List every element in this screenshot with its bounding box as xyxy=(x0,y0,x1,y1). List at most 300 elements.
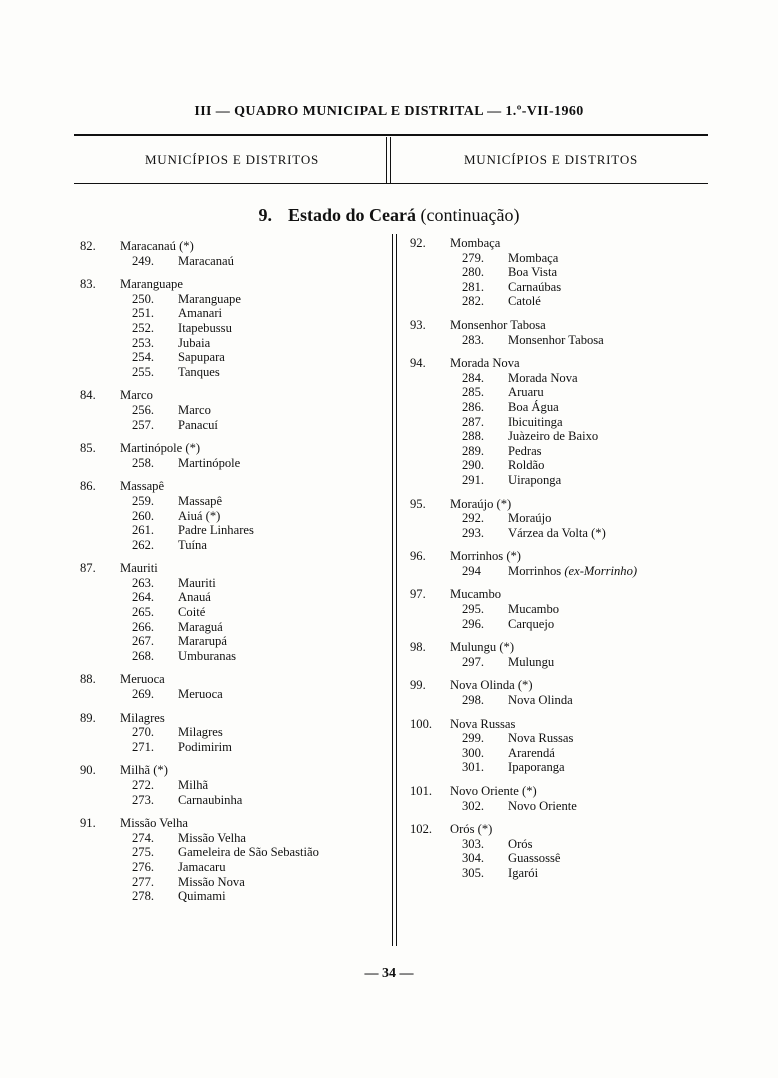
municipality-row xyxy=(410,822,710,837)
district-number: 298. xyxy=(462,693,485,708)
district-number: 260. xyxy=(132,508,155,523)
district-number: 264. xyxy=(132,590,155,605)
municipality-name: Milagres xyxy=(120,710,165,725)
district-row xyxy=(80,740,380,755)
district-name-cell xyxy=(508,280,561,295)
district-name: Morrinhos xyxy=(508,563,562,578)
district-row xyxy=(80,509,380,524)
district-name-cell xyxy=(508,473,561,488)
district-row xyxy=(410,564,710,579)
district-number: 304. xyxy=(462,851,485,866)
municipality-name: Monsenhor Tabosa xyxy=(450,317,546,332)
district-number: 263. xyxy=(132,575,155,590)
municipality-name: Nova Olinda (*) xyxy=(450,678,533,693)
district-name: Carnaúbas xyxy=(508,279,562,294)
district-name: Maraguá xyxy=(178,619,223,634)
municipality-number: 96. xyxy=(410,549,426,564)
district-row xyxy=(80,350,380,365)
municipality-entry xyxy=(410,356,710,487)
municipality-row xyxy=(410,587,710,602)
district-number: 305. xyxy=(462,865,485,880)
district-name-cell xyxy=(508,371,578,386)
district-number: 268. xyxy=(132,648,155,663)
district-row xyxy=(410,617,710,632)
district-name: Milhã xyxy=(178,778,209,792)
district-row xyxy=(80,778,380,793)
district-row xyxy=(410,333,710,348)
district-row xyxy=(410,294,710,309)
district-number: 266. xyxy=(132,619,155,634)
district-name-cell xyxy=(178,254,234,269)
district-row xyxy=(410,602,710,617)
district-name: Carquejo xyxy=(508,616,555,631)
municipality-row xyxy=(410,549,710,564)
district-number: 289. xyxy=(462,443,485,458)
district-number: 265. xyxy=(132,605,155,620)
district-name: Várzea da Volta (*) xyxy=(508,525,606,540)
district-number: 269. xyxy=(132,687,155,702)
district-number: 284. xyxy=(462,370,485,385)
district-name-cell xyxy=(508,693,573,708)
state-number: 9. xyxy=(258,205,273,225)
district-number: 251. xyxy=(132,306,155,321)
district-name: Moraújo xyxy=(508,511,552,526)
district-name-cell xyxy=(178,605,205,620)
district-row xyxy=(410,458,710,473)
municipality-name: Orós (*) xyxy=(450,822,493,837)
district-name-cell xyxy=(178,321,232,336)
state-title xyxy=(0,205,778,226)
municipality-entry xyxy=(80,672,380,701)
district-row xyxy=(410,251,710,266)
district-number: 271. xyxy=(132,739,155,754)
header-rule-top xyxy=(74,134,708,136)
district-name-cell xyxy=(178,523,254,538)
municipality-name: Nova Russas xyxy=(450,716,516,731)
district-name: Ipaporanga xyxy=(508,760,565,775)
district-name: Milagres xyxy=(178,725,223,740)
district-number: 273. xyxy=(132,792,155,807)
district-number: 303. xyxy=(462,836,485,851)
district-number: 292. xyxy=(462,511,485,526)
district-name: Massapê xyxy=(178,493,223,508)
district-name: Martinópole xyxy=(178,455,241,470)
municipality-entry xyxy=(410,497,710,541)
column-divider xyxy=(396,234,397,946)
district-name-cell xyxy=(178,875,245,890)
municipality-entry xyxy=(410,236,710,309)
district-number: 281. xyxy=(462,279,485,294)
district-row xyxy=(80,889,380,904)
municipality-number: 100. xyxy=(410,716,433,731)
municipality-row xyxy=(410,640,710,655)
district-name: Roldão xyxy=(508,458,545,473)
district-name-cell xyxy=(178,538,207,553)
municipality-row xyxy=(410,717,710,732)
district-row xyxy=(80,687,380,702)
district-row xyxy=(80,254,380,269)
district-number: 293. xyxy=(462,525,485,540)
district-name: Padre Linhares xyxy=(178,523,254,538)
municipality-name: Morrinhos (*) xyxy=(450,549,522,564)
municipality-row xyxy=(80,763,380,778)
district-number: 253. xyxy=(132,335,155,350)
district-number: 299. xyxy=(462,731,485,746)
district-name-cell xyxy=(178,725,223,740)
municipality-row xyxy=(80,672,380,687)
municipality-row xyxy=(80,816,380,831)
district-number: 285. xyxy=(462,385,485,400)
district-name-cell xyxy=(508,602,559,617)
district-name-cell xyxy=(508,511,551,526)
page-header: III — QUADRO MUNICIPAL E DISTRITAL — 1.º-VII-1960 xyxy=(194,104,584,119)
state-suffix: (continuação) xyxy=(420,205,520,225)
district-row xyxy=(410,799,710,814)
district-row xyxy=(80,365,380,380)
district-name-cell xyxy=(508,731,573,746)
district-row xyxy=(80,620,380,635)
district-name-cell xyxy=(178,634,227,649)
district-note: (ex-Morrinho) xyxy=(564,563,638,578)
district-name-cell xyxy=(178,418,218,433)
district-name-cell xyxy=(178,292,241,307)
district-name-cell xyxy=(178,649,236,664)
district-name: Mararupá xyxy=(178,634,227,649)
district-name: Meruoca xyxy=(178,687,223,702)
right-column xyxy=(410,236,710,890)
district-name-cell xyxy=(178,456,240,471)
district-name: Igarói xyxy=(508,865,539,880)
district-number: 257. xyxy=(132,417,155,432)
district-number: 252. xyxy=(132,320,155,335)
municipality-name: Mulungu (*) xyxy=(450,640,515,655)
municipality-entry xyxy=(80,763,380,807)
district-name: Monsenhor Tabosa xyxy=(508,332,604,347)
district-number: 286. xyxy=(462,399,485,414)
district-number: 276. xyxy=(132,859,155,874)
district-name: Gameleira de São Sebastião xyxy=(178,845,319,860)
district-name: Uiraponga xyxy=(508,472,562,487)
district-row xyxy=(410,526,710,541)
district-number: 297. xyxy=(462,654,485,669)
district-name: Jubaia xyxy=(178,335,211,350)
district-name-cell xyxy=(508,746,555,761)
municipality-entry xyxy=(80,711,380,755)
municipality-number: 99. xyxy=(410,678,426,693)
municipality-row xyxy=(410,678,710,693)
district-name: Ibicuitinga xyxy=(508,414,563,429)
district-name-cell xyxy=(178,509,220,524)
district-row xyxy=(80,793,380,808)
district-number: 270. xyxy=(132,725,155,740)
district-row xyxy=(410,851,710,866)
municipality-entry xyxy=(410,587,710,631)
district-name: Pedras xyxy=(508,443,542,458)
district-row xyxy=(410,760,710,775)
district-number: 261. xyxy=(132,523,155,538)
municipality-number: 82. xyxy=(80,239,96,253)
district-name-cell xyxy=(178,576,216,591)
district-row xyxy=(410,511,710,526)
district-name-cell xyxy=(178,620,223,635)
municipality-entry xyxy=(80,388,380,432)
district-row xyxy=(80,576,380,591)
header-divider xyxy=(386,137,387,183)
district-name: Catolé xyxy=(508,294,541,309)
municipality-name: Maracanaú (*) xyxy=(120,239,194,253)
district-row xyxy=(410,655,710,670)
district-row xyxy=(410,866,710,881)
district-name: Mulungu xyxy=(508,654,555,669)
district-name: Nova Olinda xyxy=(508,693,573,708)
district-name: Missão Nova xyxy=(178,874,245,889)
municipality-number: 89. xyxy=(80,710,96,725)
district-name-cell xyxy=(178,687,223,702)
municipality-name: Moraújo (*) xyxy=(450,496,512,511)
district-number: 301. xyxy=(462,760,485,775)
district-number: 300. xyxy=(462,745,485,760)
district-row xyxy=(80,456,380,471)
district-name: Carnaubinha xyxy=(178,792,243,807)
district-row xyxy=(410,693,710,708)
municipality-row xyxy=(80,479,380,494)
district-number: 291. xyxy=(462,472,485,487)
district-number: 302. xyxy=(462,798,485,813)
municipality-row xyxy=(80,388,380,403)
district-row xyxy=(80,860,380,875)
district-name-cell xyxy=(178,889,226,904)
district-row xyxy=(80,403,380,418)
district-name-cell xyxy=(178,793,242,808)
municipality-number: 97. xyxy=(410,587,426,602)
district-name: Sapupara xyxy=(178,350,225,365)
district-name-cell xyxy=(508,617,554,632)
district-name-cell xyxy=(508,385,544,400)
district-number: 272. xyxy=(132,778,155,792)
district-name: Boa Vista xyxy=(508,265,558,280)
district-name: Morada Nova xyxy=(508,370,578,385)
district-name-cell xyxy=(178,306,222,321)
municipality-number: 87. xyxy=(80,561,96,576)
district-row xyxy=(80,725,380,740)
district-number: 294 xyxy=(462,563,481,578)
municipality-number: 91. xyxy=(80,816,96,831)
district-row xyxy=(80,418,380,433)
municipality-row xyxy=(410,784,710,799)
district-row xyxy=(80,875,380,890)
district-number: 254. xyxy=(132,350,155,365)
district-name: Anauá xyxy=(178,590,211,605)
district-name: Aiuá (*) xyxy=(178,508,221,523)
municipality-row xyxy=(80,561,380,576)
municipality-number: 84. xyxy=(80,388,96,403)
municipality-row xyxy=(80,277,380,292)
municipality-name: Meruoca xyxy=(120,672,165,687)
district-row xyxy=(80,845,380,860)
district-name-cell xyxy=(508,294,541,309)
municipality-entry xyxy=(410,717,710,775)
district-name-cell xyxy=(178,365,220,380)
district-name-cell xyxy=(508,333,604,348)
district-number: 275. xyxy=(132,845,155,860)
column-header-left: MUNICÍPIOS E DISTRITOS xyxy=(144,152,320,167)
district-name: Mauriti xyxy=(178,575,216,590)
district-number: 296. xyxy=(462,616,485,631)
district-row xyxy=(410,385,710,400)
district-name: Maranguape xyxy=(178,291,241,306)
district-name: Amanari xyxy=(178,306,223,321)
district-name: Aruaru xyxy=(508,385,544,400)
district-row xyxy=(80,292,380,307)
district-name: Mombaça xyxy=(508,250,559,265)
municipality-number: 88. xyxy=(80,672,96,687)
district-name-cell xyxy=(508,655,554,670)
district-number: 256. xyxy=(132,402,155,417)
district-number: 255. xyxy=(132,364,155,379)
district-row xyxy=(410,265,710,280)
district-name: Nova Russas xyxy=(508,731,574,746)
district-name-cell xyxy=(178,778,208,793)
district-name-cell xyxy=(508,564,637,579)
municipality-entry xyxy=(80,561,380,663)
district-number: 283. xyxy=(462,332,485,347)
district-row xyxy=(80,634,380,649)
district-name: Tuína xyxy=(178,537,207,552)
municipality-entry xyxy=(80,277,380,379)
municipality-number: 90. xyxy=(80,763,96,778)
municipality-name: Mauriti xyxy=(120,561,158,576)
district-name: Coité xyxy=(178,605,206,620)
header-divider xyxy=(390,137,391,183)
district-number: 267. xyxy=(132,634,155,649)
municipality-number: 95. xyxy=(410,496,426,511)
district-name-cell xyxy=(178,740,232,755)
district-name: Tanques xyxy=(178,364,220,379)
municipality-entry xyxy=(80,239,380,268)
district-name-cell xyxy=(178,860,226,875)
district-row xyxy=(80,590,380,605)
district-row xyxy=(410,400,710,415)
municipality-number: 83. xyxy=(80,277,96,292)
municipality-number: 85. xyxy=(80,441,96,456)
municipality-number: 94. xyxy=(410,356,426,371)
municipality-number: 93. xyxy=(410,317,426,332)
district-name: Missão Velha xyxy=(178,830,246,845)
district-name-cell xyxy=(178,845,319,860)
municipality-name: Marco xyxy=(120,388,153,403)
district-name-cell xyxy=(178,350,225,365)
district-name: Orós xyxy=(508,836,533,851)
district-row xyxy=(410,444,710,459)
municipality-entry xyxy=(80,441,380,470)
district-name-cell xyxy=(178,494,222,509)
municipality-name: Missão Velha xyxy=(120,816,188,831)
municipality-name: Massapê xyxy=(120,479,165,494)
page-number: — 34 — xyxy=(364,966,414,981)
district-name-cell xyxy=(508,400,559,415)
district-row xyxy=(80,321,380,336)
district-row xyxy=(80,538,380,553)
district-number: 295. xyxy=(462,602,485,617)
municipality-number: 86. xyxy=(80,479,96,494)
municipality-number: 102. xyxy=(410,822,433,837)
district-name-cell xyxy=(508,851,560,866)
column-divider xyxy=(392,234,393,946)
district-number: 259. xyxy=(132,493,155,508)
district-row xyxy=(80,649,380,664)
municipality-entry xyxy=(80,816,380,904)
district-number: 274. xyxy=(132,830,155,845)
left-column xyxy=(80,239,380,913)
district-row xyxy=(410,731,710,746)
district-name-cell xyxy=(508,415,563,430)
municipality-row xyxy=(410,318,710,333)
district-row xyxy=(410,837,710,852)
district-number: 277. xyxy=(132,874,155,889)
district-name-cell xyxy=(508,799,577,814)
district-row xyxy=(410,280,710,295)
district-name-cell xyxy=(508,760,565,775)
district-name: Ararendá xyxy=(508,745,555,760)
district-name: Quimami xyxy=(178,889,226,904)
district-row xyxy=(80,523,380,538)
municipality-name: Martinópole (*) xyxy=(120,441,201,456)
district-name: Mucambo xyxy=(508,602,560,617)
district-row xyxy=(410,473,710,488)
district-number: 290. xyxy=(462,458,485,473)
district-number: 282. xyxy=(462,294,485,309)
district-name-cell xyxy=(508,866,538,881)
district-number: 280. xyxy=(462,265,485,280)
municipality-name: Milhã (*) xyxy=(120,763,168,778)
district-name-cell xyxy=(508,265,557,280)
district-row xyxy=(80,494,380,509)
district-name-cell xyxy=(508,444,542,459)
municipality-row xyxy=(410,497,710,512)
district-name-cell xyxy=(508,837,533,852)
municipality-row xyxy=(80,711,380,726)
district-row xyxy=(80,336,380,351)
district-name: Novo Oriente xyxy=(508,798,577,813)
district-name: Jamacaru xyxy=(178,859,226,874)
municipality-entry xyxy=(410,640,710,669)
district-name: Guassossê xyxy=(508,851,561,866)
district-name: Panacuí xyxy=(178,417,218,432)
municipality-entry xyxy=(410,784,710,813)
district-number: 262. xyxy=(132,537,155,552)
state-name: Estado do Ceará xyxy=(288,205,417,225)
district-name: Maracanaú xyxy=(178,253,234,268)
municipality-row xyxy=(410,356,710,371)
district-name-cell xyxy=(178,831,246,846)
municipality-row xyxy=(410,236,710,251)
district-name: Marco xyxy=(178,402,211,417)
district-row xyxy=(410,415,710,430)
municipality-entry xyxy=(410,549,710,578)
district-name: Podimirim xyxy=(178,739,232,754)
municipality-entry xyxy=(410,318,710,347)
municipality-name: Mucambo xyxy=(450,587,502,602)
district-row xyxy=(80,605,380,620)
municipality-row xyxy=(80,239,380,254)
district-name-cell xyxy=(178,403,211,418)
column-header-right: MUNICÍPIOS E DISTRITOS xyxy=(463,152,639,167)
municipality-number: 101. xyxy=(410,784,433,798)
district-number: 288. xyxy=(462,429,485,444)
district-name-cell xyxy=(508,458,544,473)
municipality-entry xyxy=(410,678,710,707)
district-name-cell xyxy=(508,526,606,541)
